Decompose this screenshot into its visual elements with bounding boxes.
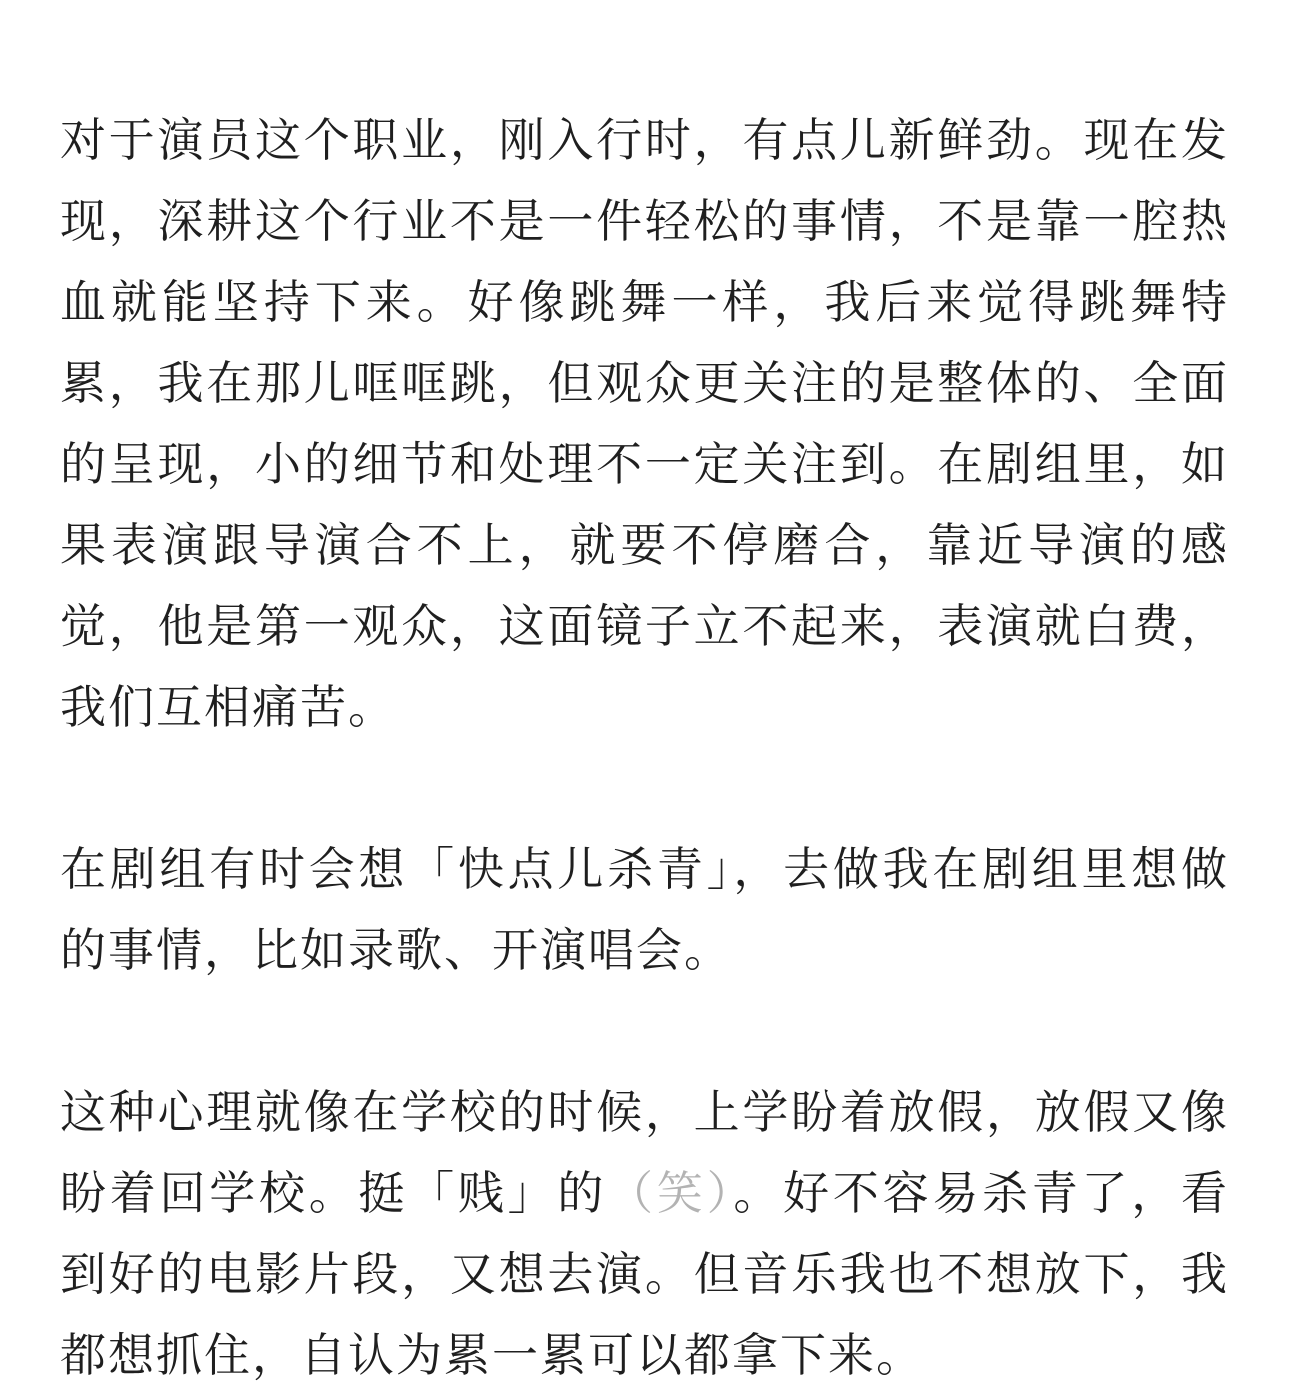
paragraph-3-text-after: 。好不容易杀青了，看到好的电影片段，又想去演。但音乐我也不想放下，我都想抓住，自认为累一累可以都拿下来。 bbox=[60, 1166, 1230, 1382]
paragraph-3-text-before: 这种心理就像在学校的时候，上学盼着放假，放假又像盼着回学校。挺「贱」的 bbox=[60, 1085, 1229, 1220]
paragraph-2: 在剧组有时会想「快点儿杀青」，去做我在剧组里想做的事情，比如录歌、开演唱会。 bbox=[60, 842, 1229, 977]
paragraph-1: 对于演员这个职业，刚入行时，有点儿新鲜劲。现在发现，深耕这个行业不是一件轻松的事情，不是靠一腔热血就能坚持下来。好像跳舞一样，我后来觉得跳舞特累，我在那儿哐哐跳，但观众更关注的是整体的、全面的呈现，小的细节和处理不一定关注到。在剧组里，如果表演跟导演合不上，就要不停磨合，靠近导演的感觉，他是第一观众，这面镜子立不起来，表演就白费，我们互相痛苦。 bbox=[60, 113, 1229, 734]
article-body bbox=[60, 100, 1229, 1396]
paragraph-3 bbox=[60, 1072, 1229, 1396]
laugh-aside: （笑） bbox=[607, 1166, 734, 1220]
